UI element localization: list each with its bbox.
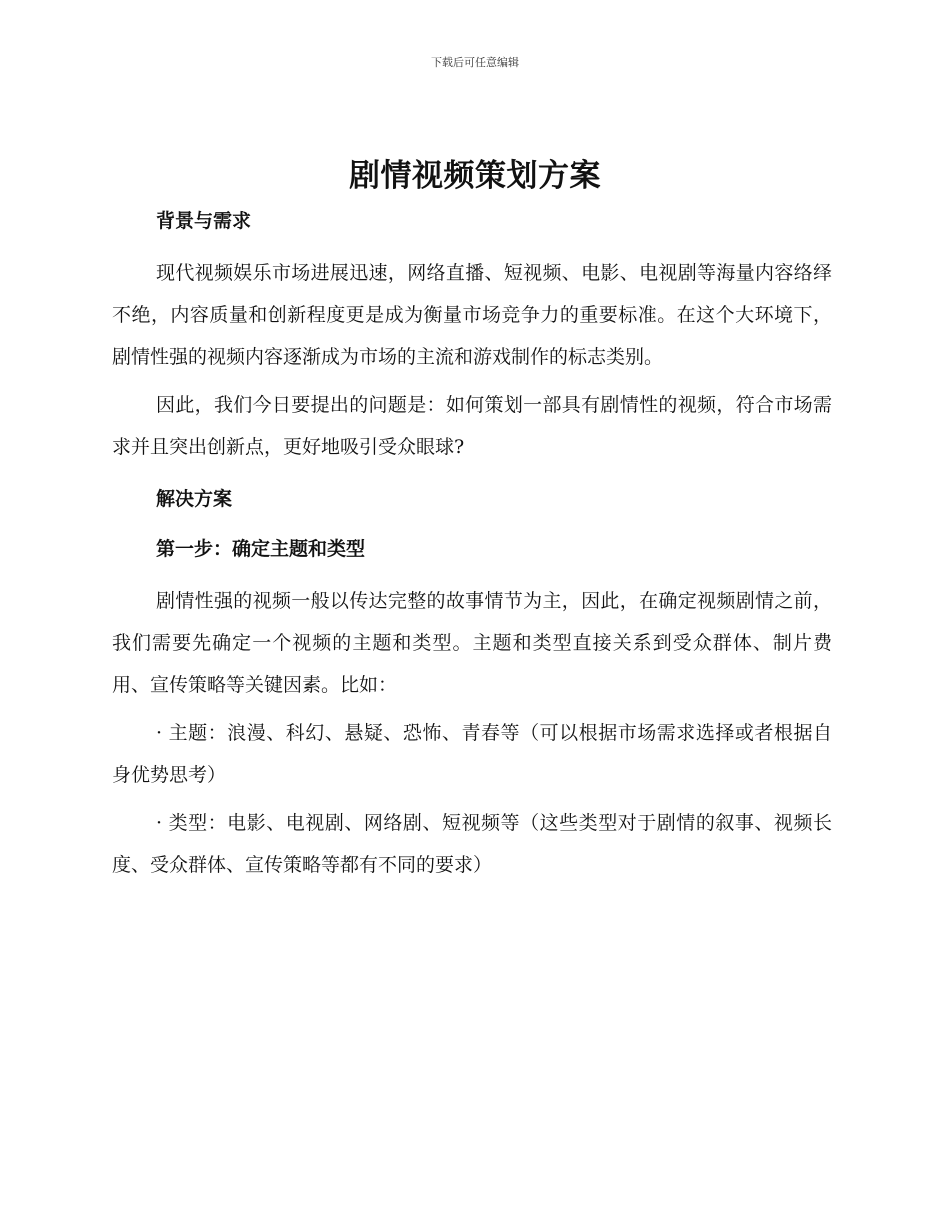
paragraph-step1: 剧情性强的视频一般以传达完整的故事情节为主，因此，在确定视频剧情之前，我们需要先确定一个视频的主题和类型。主题和类型直接关系到受众群体、制片费用、宣传策略等关键因素。比如： xyxy=(112,590,832,696)
paragraph-question: 因此，我们今日要提出的问题是：如何策划一部具有剧情性的视频，符合市场需求并且突出创新点，更好地吸引受众眼球? xyxy=(112,394,832,458)
page-header-note: 下载后可任意编辑 xyxy=(431,56,519,69)
section-heading-solution: 解决方案 xyxy=(156,488,233,510)
paragraph-background: 现代视频娱乐市场进展迅速，网络直播、短视频、电影、电视剧等海量内容络绎不绝，内容质量和创新程度更是成为衡量市场竞争力的重要标准。在这个大环境下，剧情性强的视频内容逐渐成为市场的主流和游戏制作的标志类别。 xyxy=(112,262,832,368)
bullet-type: · 类型：电影、电视剧、网络剧、短视频等（这些类型对于剧情的叙事、视频长度、受众群体、宣传策略等都有不同的要求） xyxy=(112,812,832,876)
document-title: 剧情视频策划方案 xyxy=(349,158,601,194)
document-body xyxy=(112,202,832,886)
step-heading-1: 第一步：确定主题和类型 xyxy=(156,538,366,560)
bullet-theme: · 主题：浪漫、科幻、悬疑、恐怖、青春等（可以根据市场需求选择或者根据自身优势思考） xyxy=(112,722,832,786)
section-heading-background: 背景与需求 xyxy=(156,210,252,232)
